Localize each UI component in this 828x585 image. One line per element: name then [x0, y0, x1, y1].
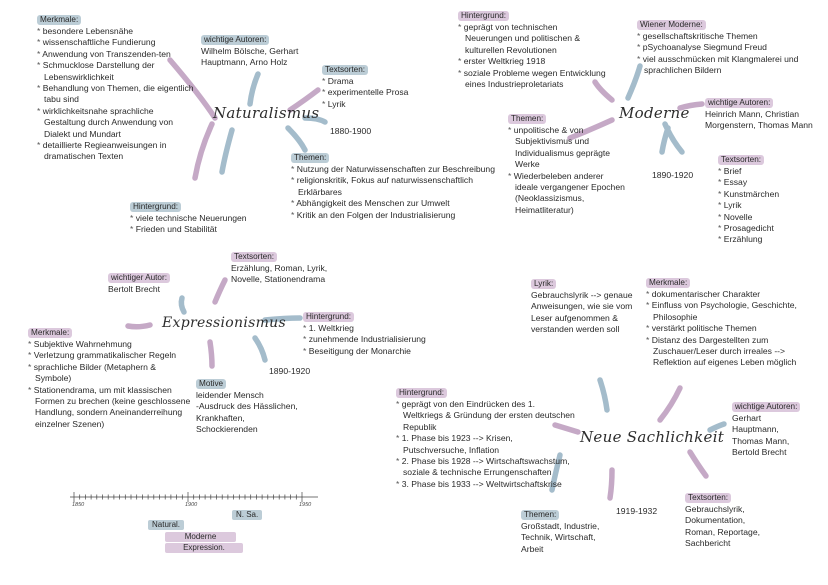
- item-list: [37, 26, 195, 163]
- timeline-tick-label: 1900: [185, 502, 198, 508]
- neue-sachlichkeit-hintergrund: [396, 387, 576, 490]
- naturalismus-textsorten: [322, 64, 422, 110]
- date-neue-sachlichkeit: 1919-1932: [616, 506, 658, 516]
- list-item: * Beseitigung der Monarchie: [303, 346, 443, 357]
- autor-text: Bertolt Brecht: [108, 284, 161, 294]
- list-item: * wirklichkeitsnahe sprachliche Gestaltung durch Anwendung von Dialekt und Mundart: [37, 106, 195, 140]
- item-list: [718, 166, 798, 246]
- moderne-hintergrund: [458, 10, 606, 90]
- item-list: [196, 390, 306, 436]
- label-hintergrund: Hintergrund:: [130, 202, 181, 212]
- list-item: * Kritik an den Folgen der Industrialisierung: [291, 210, 499, 221]
- list-item: * Novelle: [718, 212, 798, 223]
- list-item: * gesellschaftskritische Themen: [637, 31, 807, 42]
- list-item: * soziale Probleme wegen Entwicklung eines Industrieproletariats: [458, 68, 606, 91]
- list-item: * Abhängigkeit des Menschen zur Umwelt: [291, 198, 499, 209]
- list-item: * detaillierte Regieanweisungen in dramatischen Texten: [37, 140, 195, 163]
- list-item: * Subjektive Wahrnehmung: [28, 339, 193, 350]
- textsorten-text: Erzählung, Roman, Lyrik, Novelle, Stationendrama: [231, 263, 328, 285]
- item-list: [322, 76, 422, 110]
- list-item: * verstärkt politische Themen: [646, 323, 806, 334]
- neue-sachlichkeit-autoren: [732, 401, 808, 459]
- list-item: * Drama: [322, 76, 422, 87]
- label-themen: Themen:: [291, 153, 329, 163]
- list-item: * religionskritik, Fokus auf naturwissenschaftlich Erklärbares: [291, 175, 499, 198]
- label-autoren: wichtige Autoren:: [732, 402, 800, 412]
- list-item: -Ausdruck des Hässlichen,: [196, 401, 298, 412]
- textsorten-text: Gebrauchslyrik, Dokumentation, Roman, Reportage, Sachbericht: [685, 504, 760, 549]
- label-merkmale: Merkmale:: [646, 278, 690, 288]
- item-list: [508, 125, 626, 216]
- label-lyrik: Lyrik:: [531, 279, 556, 289]
- timeline-bar-neue-sachlichkeit: N. Sa.: [232, 510, 262, 520]
- list-item: * Wiederbeleben anderer ideale vergangener Epochen (Neoklassizismus, Heimatliteratur): [508, 171, 626, 217]
- neue-sachlichkeit-lyrik: [531, 278, 637, 336]
- item-list: [637, 31, 807, 77]
- title-naturalismus: Naturalismus: [213, 104, 320, 122]
- naturalismus-themen: [291, 152, 499, 221]
- item-list: [303, 323, 443, 357]
- list-item: * viel ausschmücken mit Klangmalerei und sprachlichen Bildern: [637, 54, 807, 77]
- label-autoren: wichtige Autoren:: [201, 35, 269, 45]
- date-expressionismus: 1890-1920: [269, 366, 311, 376]
- autoren-text: Gerhart Hauptmann, Thomas Mann, Bertold Brecht: [732, 413, 790, 458]
- moderne-autoren: [705, 97, 825, 132]
- item-list: [396, 399, 576, 490]
- list-item: * geprägt von den Eindrücken des 1. Weltkriegs & Gründung der ersten deutschen Republik: [396, 399, 576, 433]
- list-item: * 3. Phase bis 1933 --> Weltwirtschaftskrise: [396, 479, 576, 490]
- timeline-tick-label: 1950: [299, 502, 312, 508]
- item-list: [291, 164, 499, 221]
- list-item: * viele technische Neuerungen: [130, 213, 260, 224]
- list-item: * Essay: [718, 177, 798, 188]
- label-textsorten: Textsorten:: [685, 493, 731, 503]
- item-list: [130, 213, 260, 236]
- list-item: * wissenschaftliche Fundierung: [37, 37, 195, 48]
- list-item: * Lyrik: [322, 99, 422, 110]
- item-list: [458, 22, 606, 90]
- list-item: * pSychoanalyse Siegmund Freud: [637, 42, 807, 53]
- label-merkmale: Merkmale:: [37, 15, 81, 25]
- list-item: * 1. Weltkrieg: [303, 323, 443, 334]
- moderne-themen: [508, 113, 626, 216]
- autoren-text: Heinrich Mann, Christian Morgenstern, Thomas Mann: [705, 109, 813, 131]
- title-moderne: Moderne: [619, 104, 690, 122]
- autoren-text: Wilhelm Bölsche, Gerhart Hauptmann, Arno Holz: [201, 46, 299, 68]
- list-item: Schockierenden: [196, 424, 258, 435]
- list-item: * Kunstmärchen: [718, 189, 798, 200]
- list-item: * sprachliche Bilder (Metaphern & Symbole): [28, 362, 193, 385]
- list-item: * zunehmende Industrialisierung: [303, 334, 443, 345]
- list-item: * Stationendrama, um mit klassischen Formen zu brechen (keine geschlossene Handlung, sondern Aneinanderreihung einzelner Szenen): [28, 385, 193, 431]
- list-item: * Behandlung von Themen, die eigentlich tabu sind: [37, 83, 195, 106]
- list-item: * Distanz des Dargestellten zum Zuschauer/Leser durch irreales --> Reflektion auf eigenes Leben möglich: [646, 335, 806, 369]
- list-item: * Verletzung grammatikalischer Regeln: [28, 350, 193, 361]
- expressionismus-textsorten: [231, 251, 331, 286]
- list-item: * Anwendung von Transzenden-ten: [37, 49, 195, 60]
- themen-text: Großstadt, Industrie, Technik, Wirtschaft, Arbeit: [521, 521, 600, 554]
- item-list: [646, 289, 806, 369]
- lyrik-text: Gebrauchslyrik --> genaue Anweisungen, wie sie vom Leser aufgenommen & verstanden werden soll: [531, 290, 633, 335]
- expressionismus-motive: [196, 378, 306, 436]
- date-naturalismus: 1880-1900: [330, 126, 372, 136]
- label-wiener-moderne: Wiener Moderne:: [637, 20, 706, 30]
- expressionismus-hintergrund: [303, 311, 443, 357]
- list-item: * 2. Phase bis 1928 --> Wirtschaftswachstum, soziale & technische Errungenschaften: [396, 456, 576, 479]
- expressionismus-autor: [108, 272, 198, 295]
- neue-sachlichkeit-textsorten: [685, 492, 771, 550]
- date-moderne: 1890-1920: [652, 170, 694, 180]
- list-item: * unpolitische & von Subjektivismus und Individualismus geprägte Werke: [508, 125, 626, 171]
- list-item: * besondere Lebensnähe: [37, 26, 195, 37]
- title-neue-sachlichkeit: Neue Sachlichkeit: [580, 428, 725, 446]
- list-item: * geprägt von technischen Neuerungen und politischen & kulturellen Revolutionen: [458, 22, 606, 56]
- label-merkmale: Merkmale:: [28, 328, 72, 338]
- list-item: * Prosagedicht: [718, 223, 798, 234]
- expressionismus-merkmale: [28, 327, 193, 430]
- list-item: leidender Mensch: [196, 390, 264, 400]
- neue-sachlichkeit-merkmale: [646, 277, 806, 369]
- list-item: * experimentelle Prosa: [322, 87, 422, 98]
- list-item: * Frieden und Stabilität: [130, 224, 260, 235]
- label-themen: Themen:: [521, 510, 559, 520]
- list-item: * Lyrik: [718, 200, 798, 211]
- list-item: * erster Weltkrieg 1918: [458, 56, 606, 67]
- moderne-textsorten: [718, 154, 798, 246]
- label-motive: Motive: [196, 379, 226, 389]
- naturalismus-hintergrund: [130, 201, 260, 236]
- moderne-wiener: [637, 19, 807, 77]
- list-item: * Schmucklose Darstellung der Lebenswirklichkeit: [37, 60, 195, 83]
- label-hintergrund: Hintergrund:: [396, 388, 447, 398]
- label-autor: wichtiger Autor:: [108, 273, 170, 283]
- title-expressionismus: Expressionismus: [162, 315, 286, 331]
- label-themen: Themen:: [508, 114, 546, 124]
- list-item: * dokumentarischer Charakter: [646, 289, 806, 300]
- naturalismus-merkmale: [37, 14, 195, 163]
- label-textsorten: Textsorten:: [718, 155, 764, 165]
- neue-sachlichkeit-themen: [521, 509, 609, 555]
- label-hintergrund: Hintergrund:: [458, 11, 509, 21]
- list-item: * Einfluss von Psychologie, Geschichte, Philosophie: [646, 300, 806, 323]
- list-item: * 1. Phase bis 1923 --> Krisen, Putschversuche, Inflation: [396, 433, 576, 456]
- label-hintergrund: Hintergrund:: [303, 312, 354, 322]
- item-list: [28, 339, 193, 430]
- timeline-bar-moderne: Moderne: [165, 532, 236, 542]
- timeline-tick-label: 1850: [72, 502, 85, 508]
- timeline-bar-expressionismus: Expression.: [165, 543, 243, 553]
- timeline-bar-naturalismus: Natural.: [148, 520, 184, 530]
- list-item: Krankhaften,: [196, 412, 245, 423]
- label-textsorten: Textsorten:: [231, 252, 277, 262]
- list-item: * Nutzung der Naturwissenschaften zur Beschreibung: [291, 164, 499, 175]
- naturalismus-autoren: [201, 34, 329, 69]
- list-item: * Erzählung: [718, 234, 798, 245]
- list-item: * Brief: [718, 166, 798, 177]
- label-textsorten: Textsorten:: [322, 65, 368, 75]
- label-autoren: wichtige Autoren:: [705, 98, 773, 108]
